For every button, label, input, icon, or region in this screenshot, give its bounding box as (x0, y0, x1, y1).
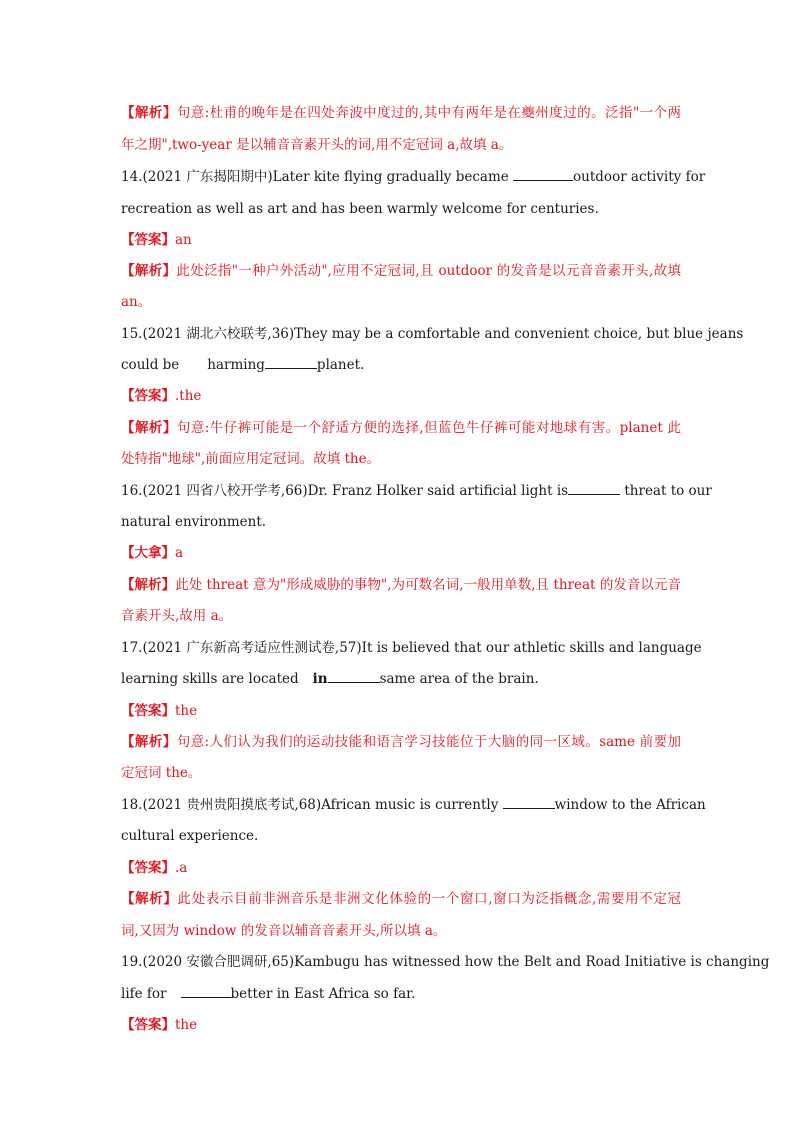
question-text: planet. (316, 357, 365, 373)
analysis-text: 处特指"地球",前面应用定冠词。故填 the。 (121, 451, 381, 467)
question-18-line-2 (121, 827, 681, 845)
question-number: 14. (121, 169, 143, 185)
answer-value: the (175, 703, 198, 719)
question-17-line-1 (121, 639, 702, 657)
question-text: in (312, 671, 328, 687)
question-text: better in East Africa so far. (230, 986, 416, 1002)
question-text: It is believed that our athletic skills and language (361, 640, 702, 656)
analysis-13-line-1 (121, 104, 681, 122)
answer-label: 【答案】 (121, 703, 175, 719)
analysis-text: 此处表示目前非洲音乐是非洲文化体验的一个窗口,窗口为泛指概念,需要用不定冠 (177, 891, 681, 907)
question-number: 19. (121, 954, 143, 970)
analysis-label: 【解析】 (121, 734, 177, 750)
question-text: recreation as well as art and has been warmly welcome for centuries. (121, 201, 599, 217)
question-16-line-2 (121, 513, 681, 531)
analysis-15-line-1 (121, 419, 681, 437)
analysis-label: 【解析】 (121, 577, 176, 593)
question-source: (2021 广东揭阳期中) (142, 169, 273, 185)
question-text: could be (121, 357, 180, 373)
question-text: Kambugu has witnessed how the Belt and Road Initiative is changing (294, 954, 770, 970)
question-text: Dr. Franz Holker said artificial light is (307, 483, 569, 499)
analysis-text: 此处泛指"一种户外活动",应用不定冠词,且 outdoor 的发音是以元音音素开头,故填 (176, 263, 681, 279)
analysis-text: 词,又因为 window 的发音以辅音音素开头,所以填 a。 (121, 923, 447, 939)
answer-label: 【答案】 (121, 1017, 175, 1033)
answer-15 (121, 387, 681, 405)
analysis-text: 此处 threat 意为"形成威胁的事物",为可数名词,一般用单数,且 threat 的发音以元音 (175, 577, 682, 593)
answer-label: 【答案】 (121, 860, 175, 876)
analysis-text: 句意:牛仔裤可能是一个舒适方便的选择,但蓝色牛仔裤可能对地球有害。planet 此 (176, 420, 682, 436)
question-text: window to the African (554, 797, 706, 813)
question-text: cultural experience. (121, 828, 259, 844)
answer-label: 【答案】 (121, 388, 175, 404)
analysis-17-line-1 (121, 733, 681, 751)
answer-blank (568, 482, 620, 495)
answer-blank (328, 670, 380, 683)
question-text: outdoor activity for (573, 169, 706, 185)
analysis-text: 句意:杜甫的晚年是在四处奔波中度过的,其中有两年是在夔州度过的。泛指"一个两 (176, 105, 681, 121)
question-text: learning skills are located (121, 671, 299, 687)
analysis-text: 句意:人们认为我们的运动技能和语言学习技能位于大脑的同一区域。same 前要加 (176, 734, 682, 750)
question-text: life for (121, 986, 167, 1002)
analysis-13-line-2 (121, 136, 681, 154)
analysis-15-line-2 (121, 450, 681, 468)
question-text: They may be a comfortable and convenient choice, but blue jeans (294, 326, 744, 342)
question-19-line-1 (121, 953, 770, 971)
answer-14 (121, 231, 681, 249)
analysis-17-line-2 (121, 764, 681, 782)
analysis-14-line-1 (121, 262, 681, 280)
answer-label: 【大拿】 (121, 545, 175, 561)
analysis-label: 【解析】 (121, 263, 177, 279)
question-source: (2021 广东新高考适应性测试卷,57) (142, 640, 362, 656)
answer-value: a (175, 545, 184, 561)
answer-value: an (175, 232, 192, 248)
question-14-line-2 (121, 200, 681, 218)
analysis-text: 音素开头,故用 a。 (121, 608, 233, 624)
question-source: (2021 贵州贵阳摸底考试,68) (142, 797, 322, 813)
answer-value: .the (175, 388, 202, 404)
answer-blank (503, 796, 555, 809)
question-18-line-1 (121, 796, 706, 814)
answer-blank (181, 985, 231, 998)
question-text: natural environment. (121, 514, 267, 530)
question-text: Later kite flying gradually became (272, 169, 509, 185)
answer-label: 【答案】 (121, 232, 175, 248)
analysis-text: 定冠词 the。 (121, 765, 202, 781)
question-17-line-2 (121, 670, 681, 688)
analysis-label: 【解析】 (121, 891, 178, 907)
analysis-14-line-2 (121, 293, 681, 311)
question-number: 16. (121, 483, 143, 499)
question-15-line-1 (121, 325, 744, 343)
question-16-line-1 (121, 482, 712, 500)
answer-19 (121, 1016, 681, 1034)
answer-value: the (175, 1017, 198, 1033)
question-19-line-2 (121, 985, 681, 1003)
analysis-18-line-2 (121, 922, 681, 940)
question-text: threat to our (624, 483, 712, 499)
question-source: (2021 四省八校开学考,66) (142, 483, 308, 499)
question-source: (2021 湖北六校联考,36) (142, 326, 295, 342)
analysis-18-line-1 (121, 890, 681, 908)
question-15-line-2 (121, 356, 681, 374)
analysis-16-line-1 (121, 576, 681, 594)
analysis-text: an。 (121, 294, 152, 310)
question-text: African music is currently (321, 797, 499, 813)
question-number: 15. (121, 326, 143, 342)
answer-17 (121, 702, 681, 720)
question-text: harming (207, 357, 265, 373)
answer-value: .a (175, 860, 188, 876)
answer-blank (513, 168, 573, 181)
question-number: 18. (121, 797, 143, 813)
answer-16 (121, 544, 681, 562)
question-source: (2020 安徽合肥调研,65) (142, 954, 295, 970)
answer-18 (121, 859, 681, 877)
analysis-text: 年之期",two-year 是以辅音音素开头的词,用不定冠词 a,故填 a。 (121, 137, 513, 153)
question-14-line-1 (121, 168, 706, 186)
analysis-16-line-2 (121, 607, 681, 625)
analysis-label: 【解析】 (121, 105, 177, 121)
answer-blank (265, 356, 317, 369)
analysis-label: 【解析】 (121, 420, 177, 436)
question-text: same area of the brain. (379, 671, 539, 687)
question-number: 17. (121, 640, 143, 656)
